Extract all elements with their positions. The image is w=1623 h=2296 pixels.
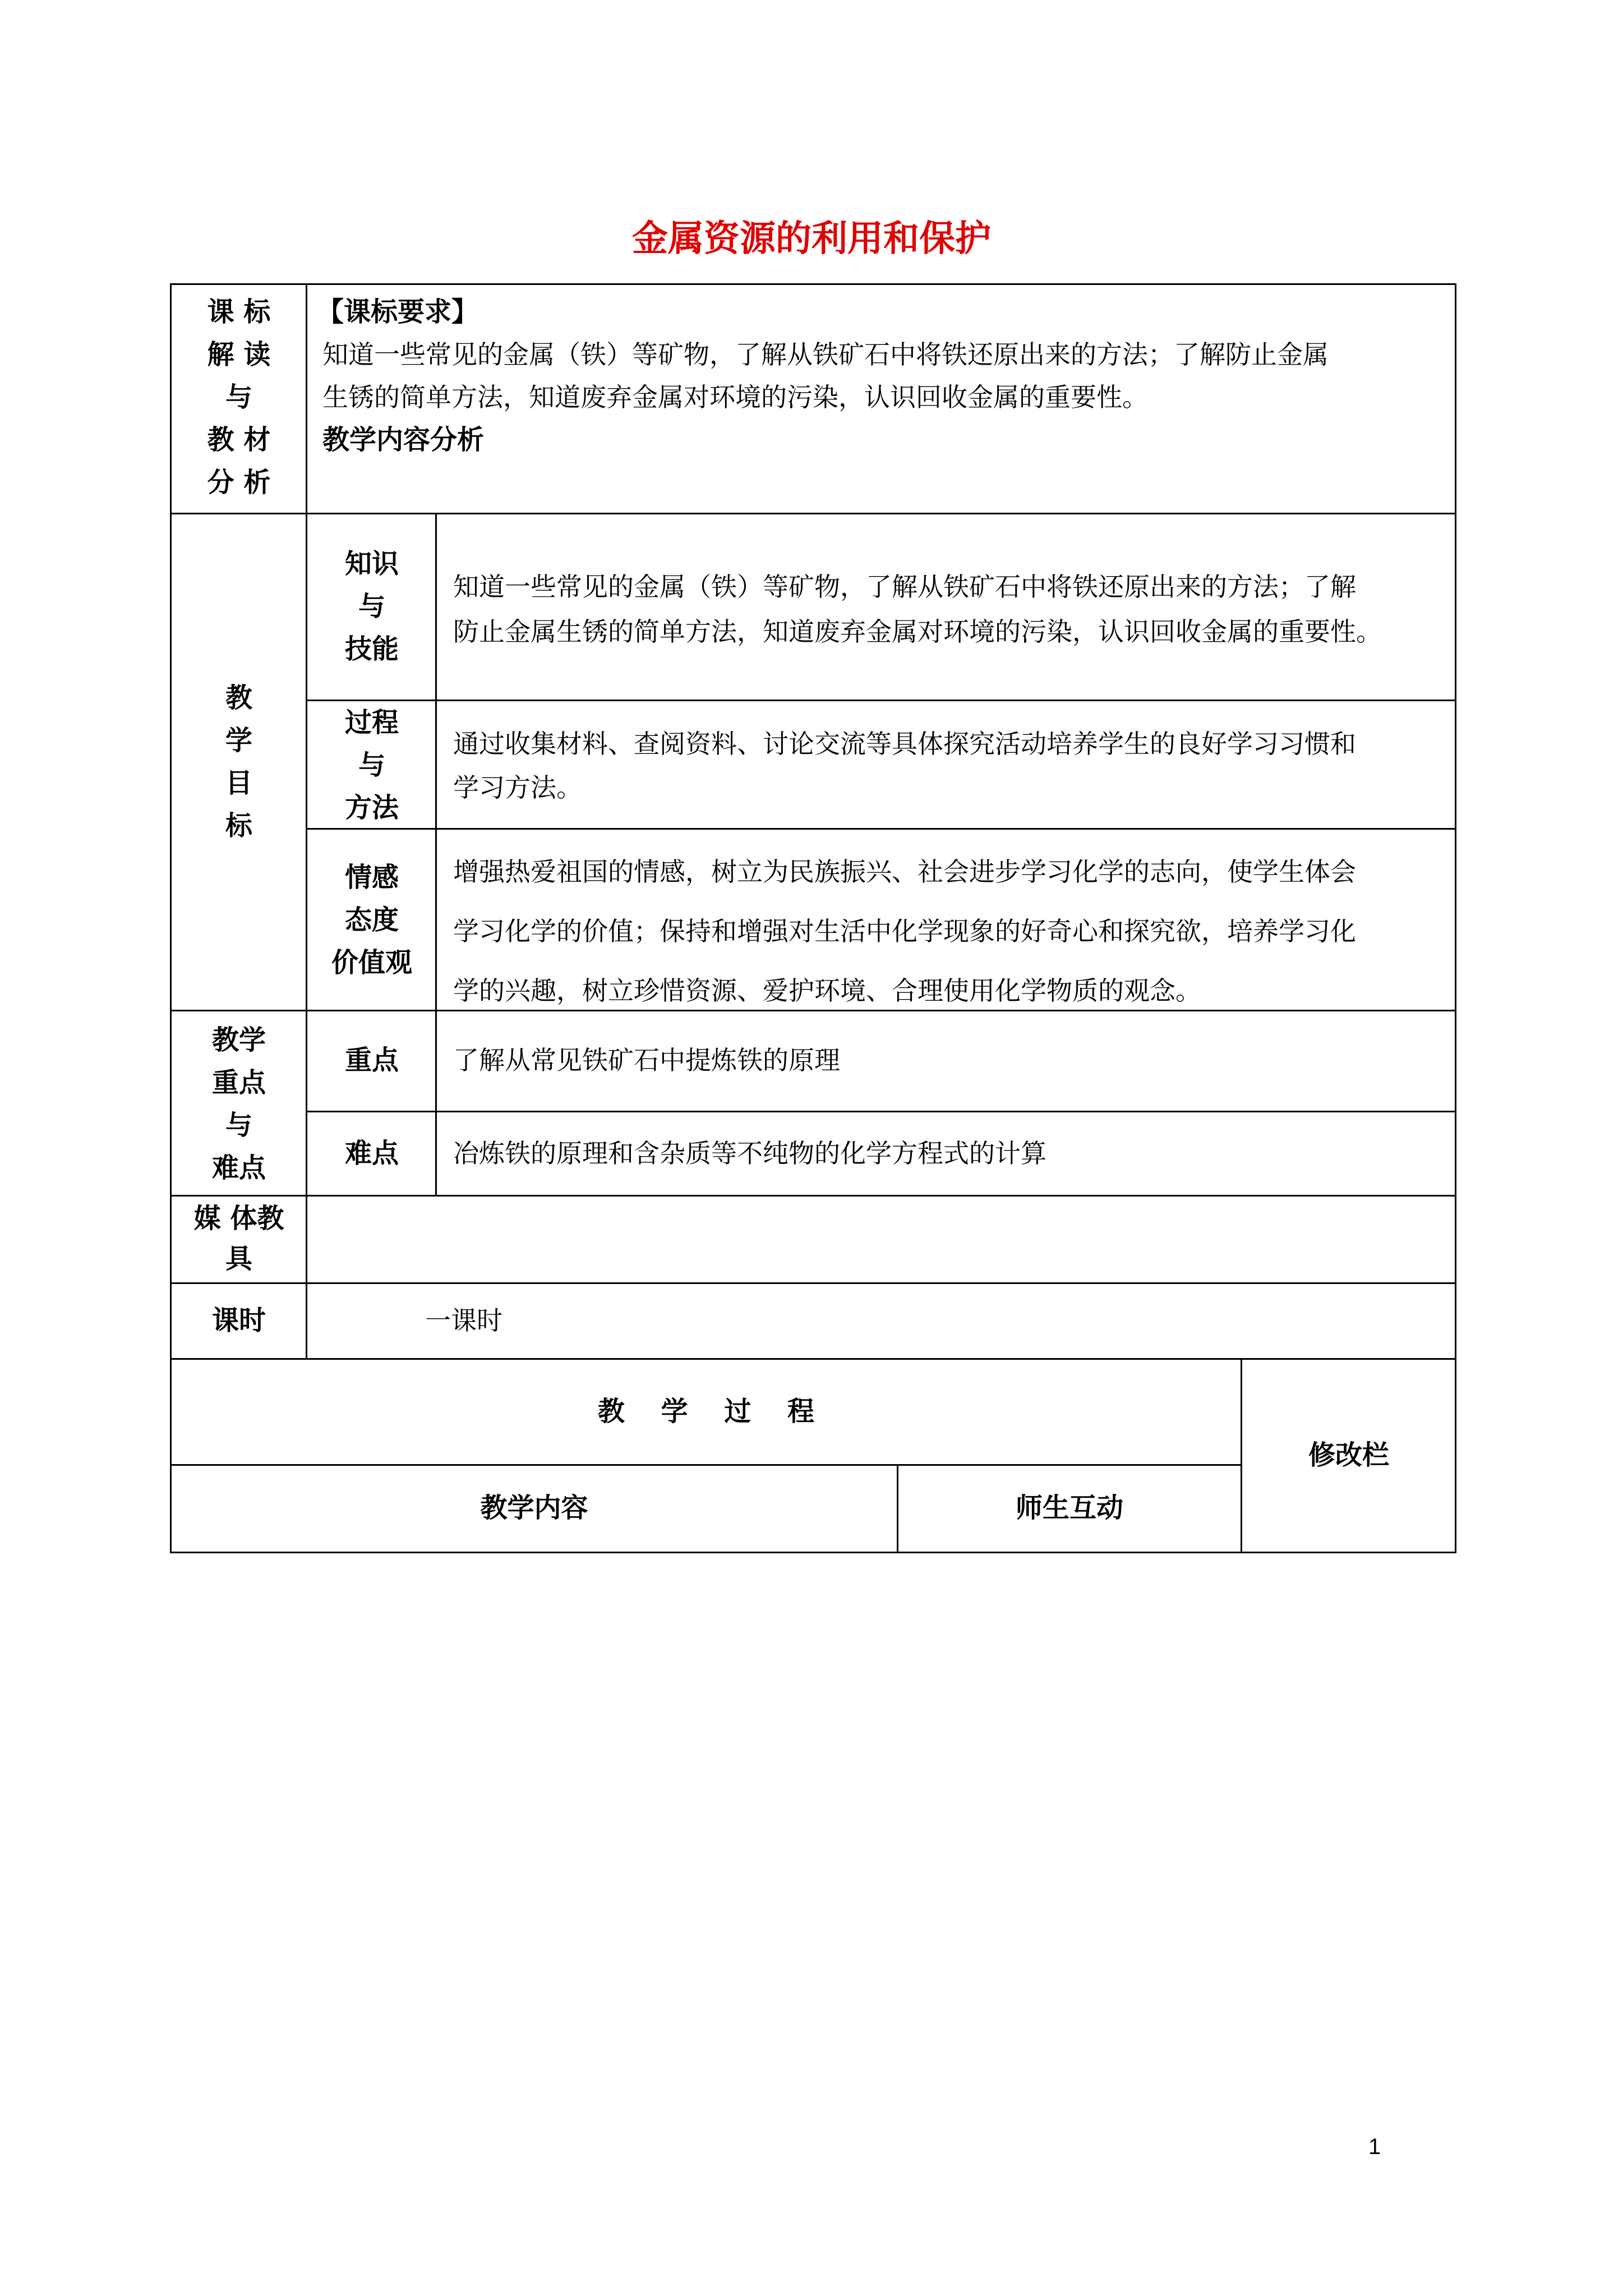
key-label: 重点 [344, 1045, 399, 1076]
media-label: 具 [225, 1243, 252, 1274]
teaching-process-title: 教 学 过 程 [597, 1396, 815, 1427]
media-label: 媒 体教 [193, 1203, 284, 1234]
emotion-text: 学的兴趣，树立珍惜资源、爱护环境、合理使用化学物质的观念。 [453, 976, 1201, 1006]
curriculum-label-line: 分 析 [207, 467, 271, 498]
objectives-label-line: 学 [225, 725, 252, 756]
difficult-label: 难点 [344, 1138, 399, 1169]
emotion-label: 态度 [344, 904, 399, 936]
keypoints-label-line: 难点 [211, 1152, 266, 1184]
content-analysis-heading: 教学内容分析 [322, 424, 485, 455]
objectives-label-line: 目 [225, 767, 252, 799]
knowledge-label: 技能 [344, 633, 399, 665]
keypoints-label-line: 与 [225, 1110, 252, 1141]
knowledge-label: 与 [358, 591, 385, 622]
keypoints-label-line: 重点 [211, 1067, 266, 1098]
period-value: 一课时 [425, 1305, 502, 1336]
objectives-label-line: 教 [225, 682, 252, 714]
emotion-text: 学习化学的价值；保持和增强对生活中化学现象的好奇心和探究欲，培养学习化 [453, 916, 1356, 946]
emotion-label: 情感 [344, 862, 399, 893]
emotion-label: 价值观 [331, 947, 412, 978]
curriculum-label-line: 解 读 [207, 339, 271, 370]
curriculum-label-line: 教 材 [207, 424, 271, 455]
knowledge-text: 知道一些常见的金属（铁）等矿物，了解从铁矿石中将铁还原出来的方法；了解 [453, 572, 1356, 602]
key-text: 了解从常见铁矿石中提炼铁的原理 [453, 1045, 840, 1075]
knowledge-text: 防止金属生锈的简单方法，知道废弃金属对环境的污染，认识回收金属的重要性。 [453, 616, 1382, 647]
emotion-text: 增强热爱祖国的情感，树立为民族振兴、社会进步学习化学的志向，使学生体会 [453, 857, 1356, 887]
difficult-text: 冶炼铁的原理和含杂质等不纯物的化学方程式的计算 [453, 1138, 1046, 1168]
revision-column-label: 修改栏 [1308, 1439, 1389, 1471]
process-label: 方法 [344, 792, 399, 823]
keypoints-label-line: 教学 [211, 1024, 266, 1056]
curriculum-requirement-text: 知道一些常见的金属（铁）等矿物，了解从铁矿石中将铁还原出来的方法；了解防止金属 [322, 339, 1329, 370]
process-label: 与 [358, 749, 385, 781]
curriculum-label-line: 与 [225, 381, 252, 413]
process-text: 学习方法。 [453, 772, 582, 803]
process-text: 通过收集材料、查阅资料、讨论交流等具体探究活动培养学生的良好学习习惯和 [453, 729, 1356, 759]
page-title: 金属资源的利用和保护 [632, 218, 991, 260]
curriculum-requirement-text: 生锈的简单方法，知道废弃金属对环境的污染，认识回收金属的重要性。 [322, 382, 1148, 412]
curriculum-requirement-heading: 【课标要求】 [317, 296, 479, 328]
interaction-label: 师生互动 [1015, 1492, 1123, 1524]
knowledge-label: 知识 [344, 548, 399, 579]
period-label: 课时 [211, 1305, 266, 1336]
page-number: 1 [1368, 2134, 1381, 2159]
process-label: 过程 [344, 707, 399, 738]
objectives-label-line: 标 [225, 810, 252, 841]
curriculum-label-line: 课 标 [207, 296, 271, 328]
teaching-content-label: 教学内容 [480, 1492, 588, 1524]
